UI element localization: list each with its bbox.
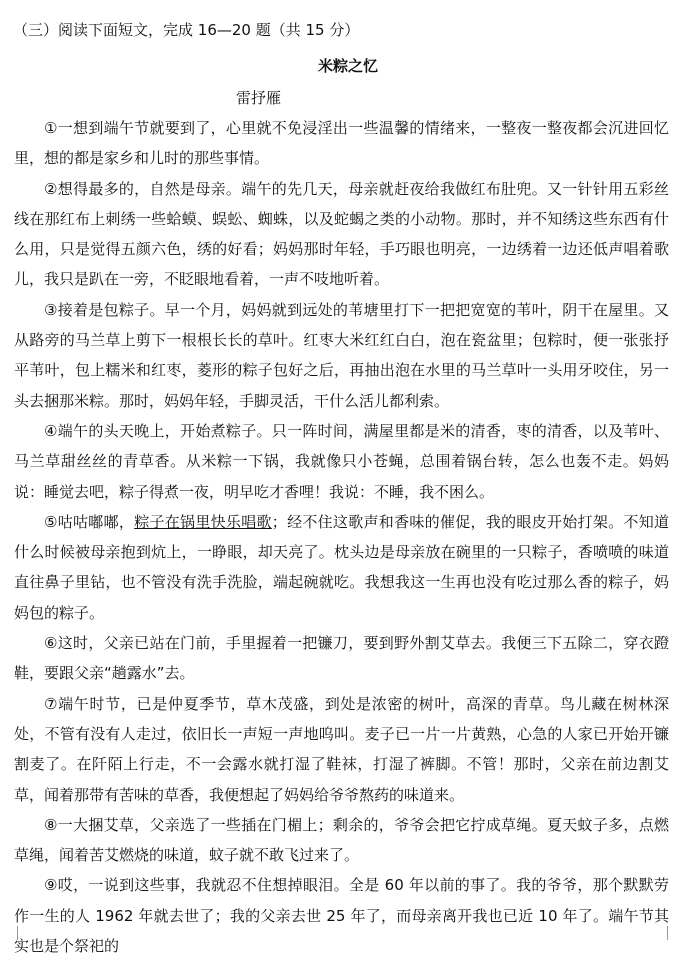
paragraph-4: ④端午的头天晚上，开始煮粽子。只一阵时间，满屋里都是米的清香，枣的清香，以及苇叶、马兰草甜丝丝的青草香。从米粽一下锅，我就像只小苍蝇，总围着锅台转，怎么也轰不走。妈妈说：睡觉去吧，粽子得煮一夜，明早吃才香哩！我说：不睡，我不困么。 — [14, 421, 669, 501]
paragraph-5 — [14, 507, 669, 628]
paragraph-3: ③接着是包粽子。早一个月，妈妈就到远处的苇塘里打下一把把宽宽的苇叶，阴干在屋里。又从路旁的马兰草上剪下一根根长长的草叶。红枣大米红红白白，泡在瓷盆里；包粽时，便一张张抒平苇叶，包上糯米和红枣，菱形的粽子包好之后，再抽出泡在水里的马兰草叶一头用牙咬住，另一头去捆那米粽。那时，妈妈年轻，手脚灵活，干什么活儿都利索。 — [14, 300, 669, 410]
underlined-sentence: 粽子在锅里快乐唱歌 — [134, 512, 272, 531]
paragraph-9: ⑨哎，一说到这些事，我就忍不住想掉眼泪。全是 60 年以前的事了。我的爷爷，那个默默劳作一生的人 1962 年就去世了；我的父亲去世 25 年了，而母亲离开我也已近 10 年了。端午节其实也是个祭祀的 — [14, 876, 669, 956]
paragraph-8: ⑧一大捆艾草，父亲选了一些插在门楣上；剩余的，爷爷会把它拧成草绳。夏天蚊子多，点燃草绳，闻着苦艾燃烧的味道，蚊子就不敢飞过来了。 — [14, 815, 669, 865]
paragraph-6: ⑥这时，父亲已站在门前，手里握着一把镰刀，要到野外割艾草去。我便三下五除二，穿衣蹬鞋，要跟父亲“趟露水”去。 — [14, 634, 669, 683]
article-title: 米粽之忆 — [317, 57, 378, 75]
paragraph-2: ②想得最多的，自然是母亲。端午的先几天，母亲就赶夜给我做红布肚兜。又一针针用五彩丝线在那红布上刺绣一些蛤蟆、蜈蚣、蜘蛛，以及蛇蝎之类的小动物。那时，并不知绣这些东西有什么用，只是觉得五颜六色，绣的好看；妈妈那时年轻，手巧眼也明亮，一边绣着一边还低声唱着歌儿，我只是趴在一旁，不眨眼地看着，一声不吱地听着。 — [14, 179, 669, 289]
paragraph-7: ⑦端午时节，已是仲夏季节，草木茂盛，到处是浓密的树叶，高深的青草。鸟儿藏在树林深处，不管有没有人走过，依旧长一声短一声地呜叫。麦子已一片一片黄熟，心急的人家已开始开镰割麦了。在阡陌上行走，不一会露水就打湿了鞋袜，打湿了裤脚。不管！那时，父亲在前边割艾草，闻着那带有苦味的草香，我便想起了妈妈给爷爷熬药的味道来。 — [14, 694, 669, 804]
page-corner-mark-right — [667, 926, 682, 940]
paragraph-5-rest: ；经不住这歌声和香味的催促，我的眼皮开始打架。不知道什么时候被母亲抱到炕上，一睁眼，却天亮了。枕头边是母亲放在碗里的一只粽子，香喷喷的味道直往鼻子里钻，也不管没有洗手洗脸，端起碗就吃。我想我这一生再也没有吃过那么香的粽子，妈妈包的粽子。 — [14, 512, 669, 622]
article-author: 雷抒雁 — [236, 89, 282, 107]
page-corner-mark-left — [3, 926, 18, 940]
paragraph-5-prefix: ⑤咕咕嘟嘟， — [44, 512, 135, 531]
paragraph-1: ①一想到端午节就要到了，心里就不免浸淫出一些温馨的情绪来，一整夜一整夜都会沉进回忆里，想的都是家乡和儿时的那些事情。 — [14, 119, 669, 168]
article-body — [14, 113, 669, 961]
section-heading: （三）阅读下面短文，完成 16—20 题（共 15 分） — [13, 21, 360, 39]
